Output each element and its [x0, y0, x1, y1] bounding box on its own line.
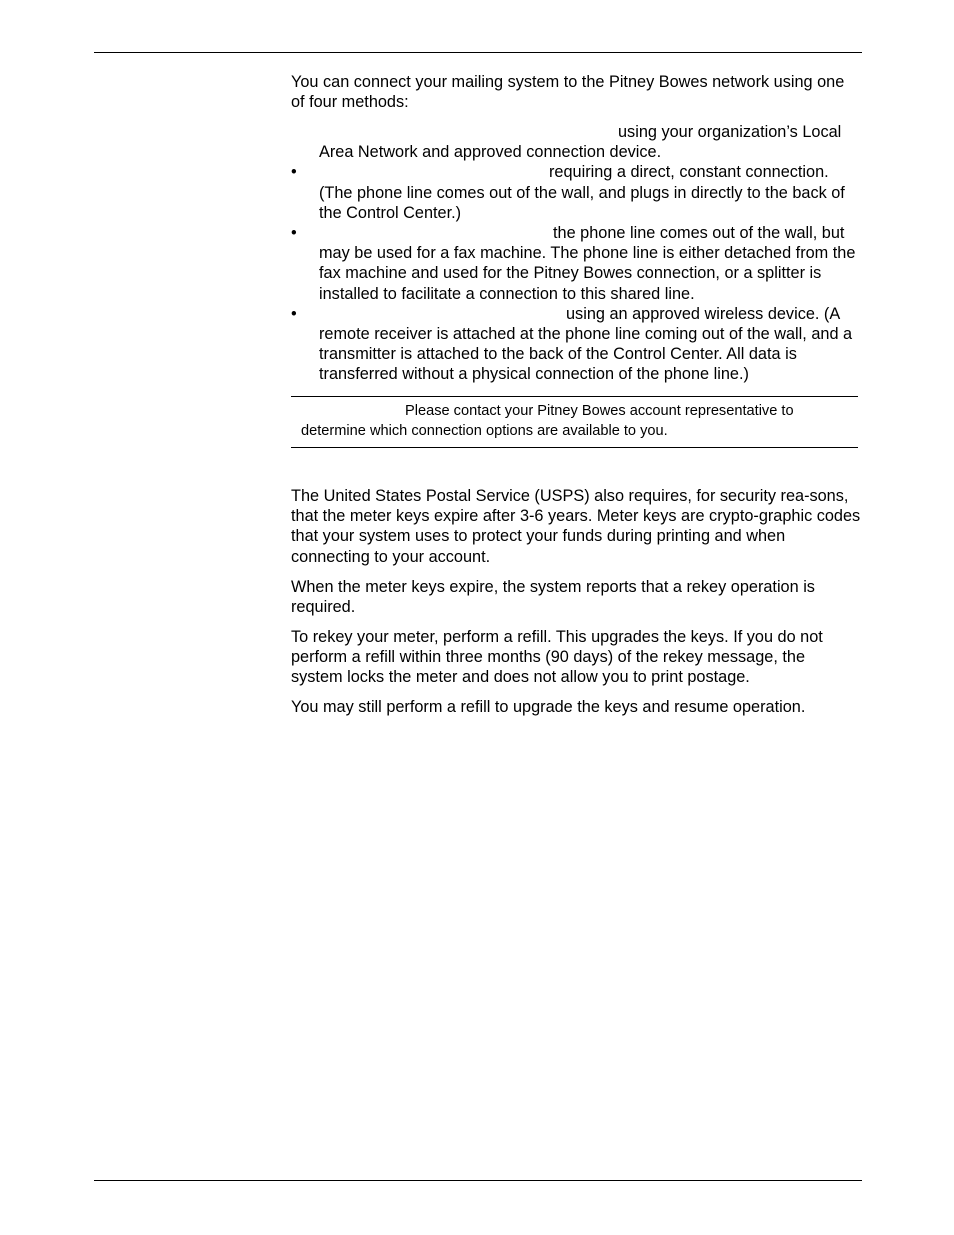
- note-text-1: Please contact your Pitney Bowes account representative to: [405, 403, 794, 419]
- connection-methods-list: [291, 122, 861, 385]
- list-item-text: using an approved wireless device. (A remote receiver is attached at the phone line coming out of the wall, and a transmitter is attached to the back of the Control Center. All data is transferred without a physical connection of the phone line.): [319, 304, 853, 384]
- list-item-text: using your organization’s Local Area Network and approved connection device.: [319, 123, 842, 162]
- rekey-section: [291, 486, 861, 727]
- note-box: [291, 396, 858, 448]
- note-line-1: [301, 402, 858, 422]
- rekey-paragraph-3: To rekey your meter, perform a refill. This upgrades the keys. If you do not perform a refill within three months (90 days) of the rekey message, the system locks the meter and does not allow you to print postage.: [291, 627, 823, 687]
- bullet-marker: •: [291, 224, 297, 243]
- rekey-paragraph-4: You may still perform a refill to upgrade the keys and resume operation.: [291, 698, 806, 717]
- rekey-paragraph-1: The United States Postal Service (USPS) also requires, for security rea-sons, that the meter keys expire after 3-6 years. Meter keys are crypto-graphic codes that your system uses to protect your funds during printing and when connecting to your account.: [291, 487, 861, 566]
- list-item-shared-line: [291, 223, 861, 304]
- bullet-marker: •: [291, 304, 297, 323]
- footer-rule: [94, 1180, 862, 1181]
- list-item-text: requiring a direct, constant connection. (The phone line comes out of the wall, and plugs in directly to the back of the Control Center.): [319, 163, 845, 222]
- intro-text: You can connect your mailing system to the Pitney Bowes network using one of four methods:: [291, 73, 845, 112]
- bullet-marker: •: [291, 163, 297, 182]
- note-line-2: determine which connection options are available to you.: [301, 422, 668, 439]
- list-item-dedicated-line: [291, 162, 861, 223]
- intro-paragraph: [291, 72, 861, 112]
- rekey-paragraph-2: When the meter keys expire, the system reports that a rekey operation is required.: [291, 577, 815, 616]
- list-item-text: the phone line comes out of the wall, but may be used for a fax machine. The phone line is either detached from the fax machine and used for the Pitney Bowes connection, or a splitter is installed to facilitate a connection to this shared line.: [319, 224, 856, 303]
- list-item-lan: [291, 122, 861, 162]
- list-item-wireless: [291, 304, 861, 385]
- header-rule: [94, 52, 862, 53]
